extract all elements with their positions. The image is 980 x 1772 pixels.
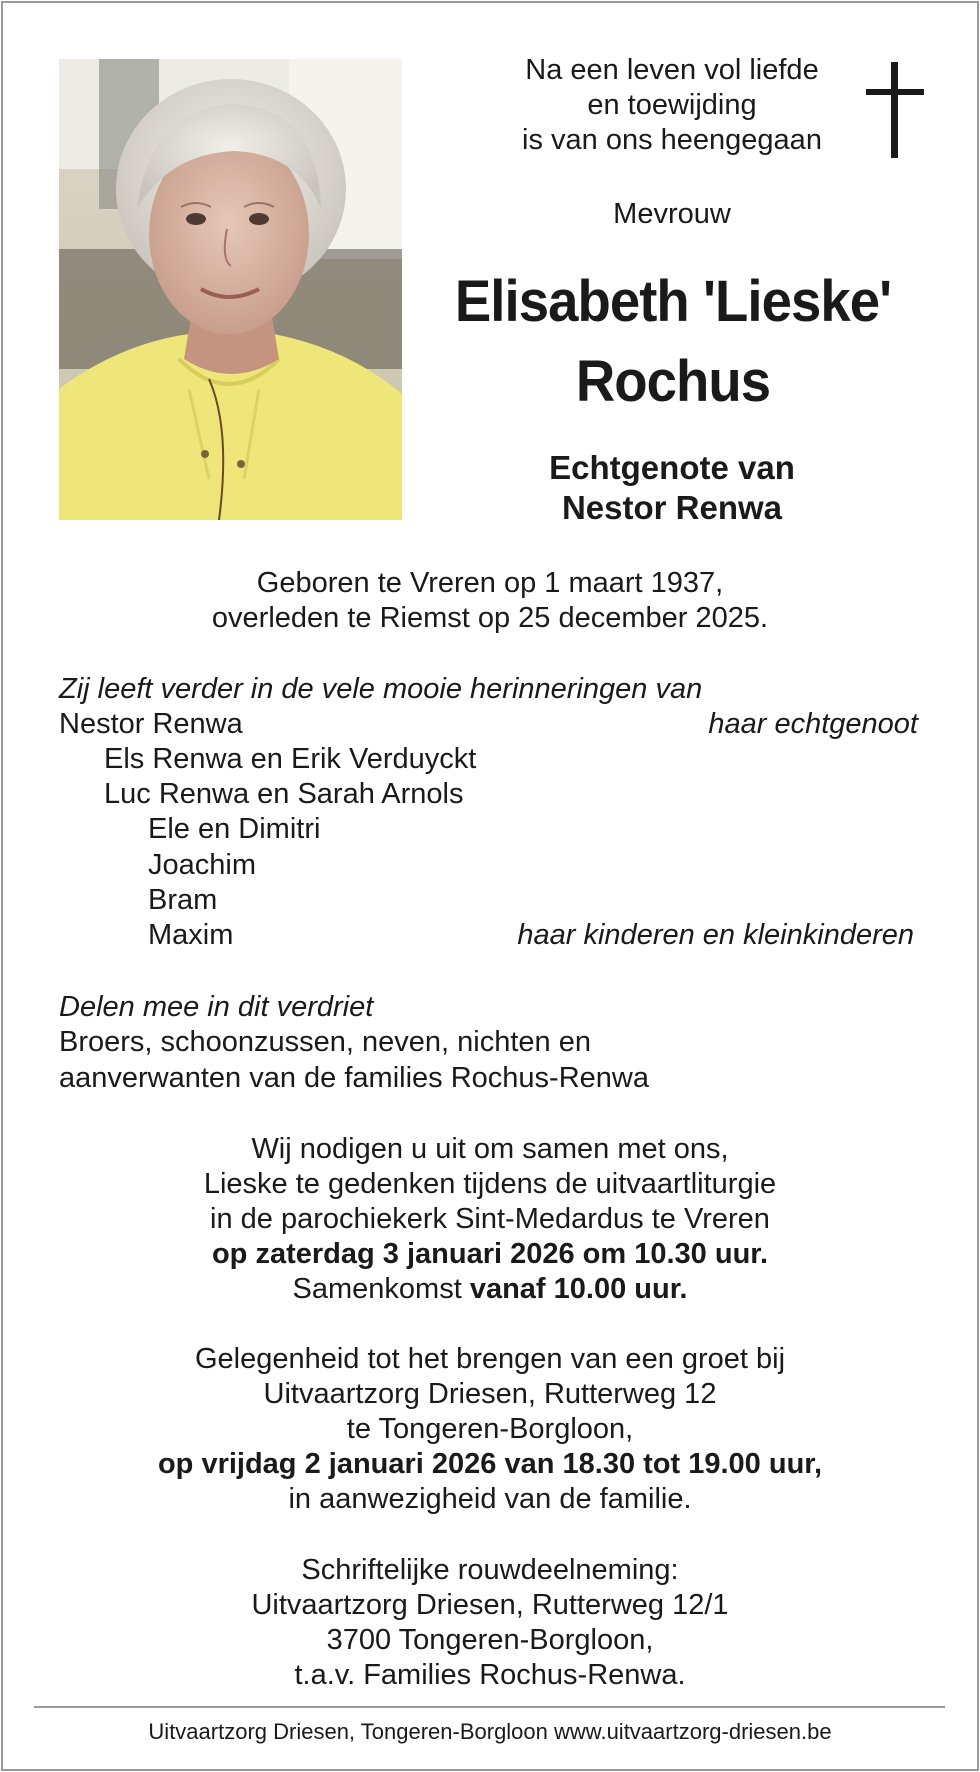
service-line: in de parochiekerk Sint-Medardus te Vreren (210, 1203, 770, 1235)
gathering-time: vanaf 10.00 uur. (469, 1273, 688, 1305)
footer-credit: Uitvaartzorg Driesen, Tongeren-Borgloon www.uitvaartzorg-driesen.be (148, 1719, 832, 1744)
condolence-line: Uitvaartzorg Driesen, Rutterweg 12/1 (251, 1589, 729, 1621)
condolence-line: 3700 Tongeren-Borgloon, (326, 1624, 654, 1656)
service-date (90, 1237, 890, 1272)
portrait-photo (59, 59, 402, 520)
family-child: Luc Renwa en Sarah Arnols (104, 778, 464, 810)
footer-divider (34, 1706, 945, 1708)
family-spouse-name: Nestor Renwa (59, 708, 243, 740)
spouse-label: Echtgenote van (549, 449, 795, 486)
salutation: Mevrouw (613, 198, 731, 230)
gathering-prefix: Samenkomst (292, 1273, 470, 1305)
family-grandchild: Ele en Dimitri (148, 813, 321, 845)
visitation (60, 1342, 920, 1517)
life-dates (120, 566, 860, 636)
name-line: Elisabeth 'Lieske' (454, 269, 892, 334)
family-spouse-role: haar echtgenoot (708, 708, 918, 740)
visit-line: Gelegenheid tot het brengen van een groet bij (194, 1343, 786, 1375)
family-child: Els Renwa en Erik Verduyckt (104, 743, 477, 775)
opening-phrase (484, 53, 860, 158)
family-grandchild: Bram (148, 884, 218, 916)
funeral-service (90, 1132, 890, 1307)
deceased-name (433, 262, 912, 422)
service-date-text: op zaterdag 3 januari 2026 om 10.30 uur. (211, 1238, 769, 1270)
birth-line: Geboren te Vreren op 1 maart 1937, (256, 567, 724, 599)
opening-line: is van ons heengegaan (522, 124, 822, 156)
name-line: Rochus (575, 349, 771, 414)
opening-line: en toewijding (587, 89, 757, 121)
visit-line: Uitvaartzorg Driesen, Rutterweg 12 (263, 1378, 717, 1410)
death-line: overleden te Riemst op 25 december 2025. (211, 602, 769, 634)
family-grandchild: Maxim (148, 919, 234, 951)
condolence-line: t.a.v. Families Rochus-Renwa. (294, 1659, 686, 1691)
condolence-address (90, 1553, 890, 1693)
gathering-line (90, 1272, 890, 1307)
visit-line: te Tongeren-Borgloon, (346, 1413, 634, 1445)
grief-line: aanverwanten van de families Rochus-Renwa (59, 1062, 649, 1094)
family-children-role: haar kinderen en kleinkinderen (517, 919, 914, 951)
service-line: Wij nodigen u uit om samen met ons, (251, 1133, 729, 1165)
service-line: Lieske te gedenken tijdens de uitvaartliturgie (203, 1168, 777, 1200)
family-intro: Zij leeft verder in de vele mooie herinneringen van (59, 673, 703, 705)
grief-line: Broers, schoonzussen, neven, nichten en (59, 1026, 591, 1058)
visit-date (60, 1447, 920, 1482)
condolence-line: Schriftelijke rouwdeelneming: (301, 1554, 679, 1586)
spouse-name: Nestor Renwa (561, 489, 783, 526)
grief-intro: Delen mee in dit verdriet (59, 991, 374, 1023)
visit-after: in aanwezigheid van de familie. (288, 1483, 692, 1515)
family-grandchild: Joachim (148, 849, 256, 881)
latin-cross-icon (866, 62, 924, 158)
spouse-line (480, 448, 864, 528)
opening-line: Na een leven vol liefde (525, 54, 819, 86)
visit-date-text: op vrijdag 2 januari 2026 van 18.30 tot 19.00 uur, (157, 1448, 823, 1480)
